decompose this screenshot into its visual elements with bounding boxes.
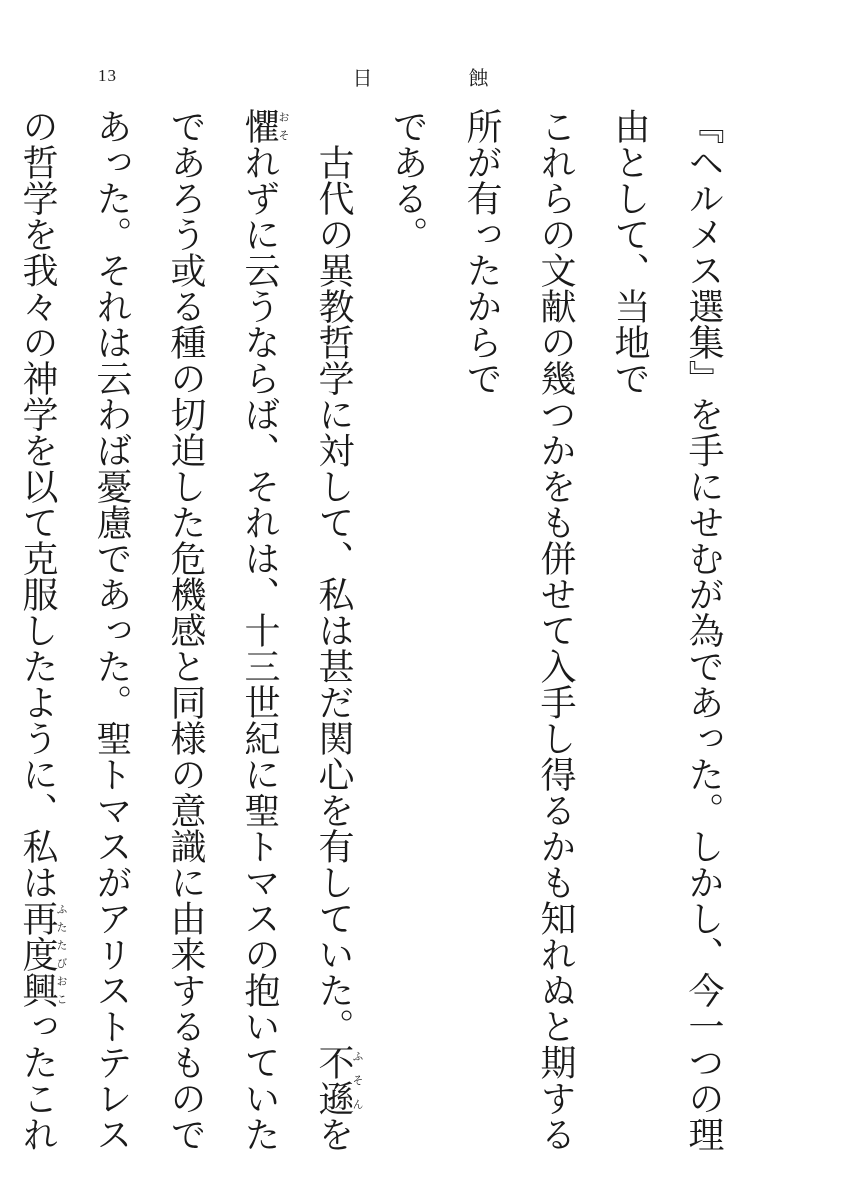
- paragraph-opening-cont: [444, 108, 592, 1158]
- ruby-reading: おこ: [55, 972, 68, 1008]
- ruby-base: 不遜: [313, 1044, 354, 1116]
- body-text: [17, 108, 740, 1158]
- ruby-base: 懼: [239, 108, 280, 144]
- text-run: 古代の異教哲学に対して、私は甚だ関心を有していた。: [313, 144, 354, 1044]
- paragraph-opening-end: [370, 108, 444, 1158]
- text-run: である。: [387, 108, 428, 252]
- text-run: を: [313, 1116, 354, 1152]
- ruby-word: [313, 1044, 364, 1116]
- ruby-base: 再度: [17, 900, 58, 972]
- text-run: 『ヘルメス選集』を手にせむが為であった。しかし、今一つの理由として、当地で: [609, 108, 724, 1152]
- ruby-word: [17, 972, 68, 1008]
- running-title: 日蝕: [352, 66, 585, 90]
- paragraph-opening: [592, 108, 740, 1158]
- text-run: れずに云うならば、それは、十三世紀に聖トマスの抱いていたであろう或る種の切迫した危機感と同様の意識に由来するものであった。それは云わば憂慮であった。聖トマスがアリストテレスの哲学を我々の神学を以て克服したように、私は: [17, 108, 280, 1152]
- ruby-reading: ふそん: [351, 1044, 364, 1116]
- text-run: これらの文献の幾つかをも併せて入手し得るかも知れぬと期する所が有ったからで: [461, 108, 576, 1152]
- ruby-word: [239, 108, 290, 144]
- ruby-reading: おそ: [277, 108, 290, 144]
- paragraph-main: [0, 108, 370, 1158]
- ruby-base: 興: [17, 972, 58, 1008]
- ruby-reading: ふたたび: [55, 900, 68, 972]
- text-run: ったこれ: [17, 1008, 58, 1152]
- page-number: 13: [98, 66, 117, 85]
- ruby-word: [17, 900, 68, 972]
